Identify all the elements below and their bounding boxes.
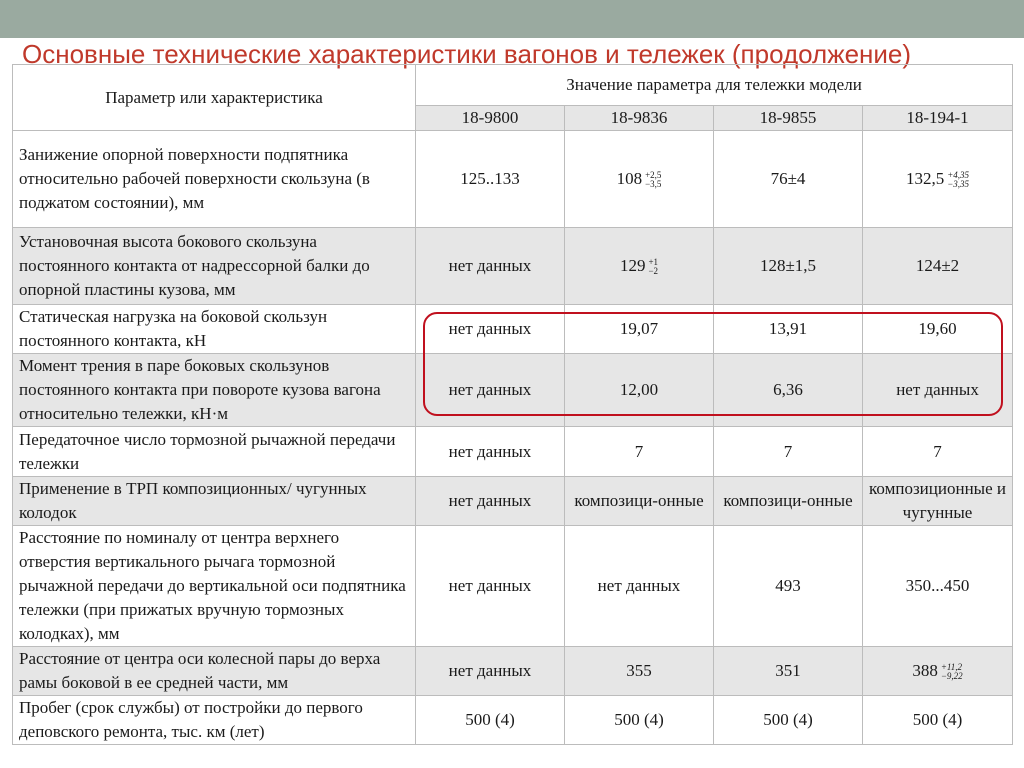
value-main: 108 (616, 169, 643, 188)
param-cell: Пробег (срок службы) от постройки до первого деповского ремонта, тыс. км (лет) (13, 696, 416, 745)
model-header: 18-9855 (714, 106, 863, 131)
value-cell: композиционные и чугунные (863, 477, 1013, 526)
value-cell (565, 131, 714, 228)
value-cell: нет данных (416, 354, 565, 427)
table-row (13, 305, 1013, 354)
tolerance-lower: −9,22 (940, 671, 963, 682)
tolerance-lower: −2 (648, 266, 659, 277)
tolerance-upper: +4,35 (947, 170, 970, 181)
table-row (13, 427, 1013, 477)
value-main: 388 (912, 661, 938, 680)
value-cell: 19,60 (863, 305, 1013, 354)
table-header-row (13, 65, 1013, 106)
value-cell: нет данных (416, 228, 565, 305)
value-cell: 19,07 (565, 305, 714, 354)
tolerance-upper: +2,5 (645, 170, 662, 181)
value-cell: 350...450 (863, 526, 1013, 647)
value-cell: 351 (714, 647, 863, 696)
tolerance (947, 171, 969, 189)
table-row (13, 526, 1013, 647)
value-cell: нет данных (416, 427, 565, 477)
table-row (13, 228, 1013, 305)
model-header: 18-9836 (565, 106, 714, 131)
value-cell: нет данных (416, 647, 565, 696)
param-cell: Расстояние от центра оси колесной пары до верха рамы боковой в ее средней части, мм (13, 647, 416, 696)
top-bar (0, 0, 1024, 38)
value-cell (565, 228, 714, 305)
param-cell: Установочная высота бокового скользуна постоянного контакта от надрессорной балки до опорной пластины кузова, мм (13, 228, 416, 305)
param-cell: Момент трения в паре боковых скользунов постоянного контакта при повороте кузова вагона относительно тележки, кН·м (13, 354, 416, 427)
value-cell: 7 (565, 427, 714, 477)
value-cell: 500 (4) (863, 696, 1013, 745)
value-cell: 7 (714, 427, 863, 477)
value-cell: нет данных (863, 354, 1013, 427)
tolerance (648, 258, 658, 276)
table-row (13, 647, 1013, 696)
value-cell: нет данных (416, 526, 565, 647)
slide-title: Основные технические характеристики вагонов и тележек (продолжение) (22, 39, 912, 69)
value-cell: 500 (4) (416, 696, 565, 745)
value-cell: нет данных (416, 477, 565, 526)
tolerance-upper: +11,2 (940, 662, 962, 673)
param-cell: Расстояние по номиналу от центра верхнего отверстия вертикального рычага тормозной рычажной передачи до вертикальной оси подпятника тележки (при прижатых вручную тормозных колодках), мм (13, 526, 416, 647)
table-row (13, 477, 1013, 526)
value-main: 129 (619, 256, 646, 275)
table-row (13, 696, 1013, 745)
value-cell: композици-онные (565, 477, 714, 526)
value-cell: 355 (565, 647, 714, 696)
value-cell: 493 (714, 526, 863, 647)
tolerance-lower: −3,35 (947, 179, 970, 190)
value-cell: 500 (4) (565, 696, 714, 745)
value-cell: нет данных (416, 305, 565, 354)
table-row (13, 131, 1013, 228)
param-cell: Применение в ТРП композиционных/ чугунных колодок (13, 477, 416, 526)
value-cell: композици-онные (714, 477, 863, 526)
value-cell: 6,36 (714, 354, 863, 427)
value-cell: 13,91 (714, 305, 863, 354)
param-cell: Статическая нагрузка на боковой скользун постоянного контакта, кН (13, 305, 416, 354)
value-cell: 125..133 (416, 131, 565, 228)
param-cell: Передаточное число тормозной рычажной передачи тележки (13, 427, 416, 477)
value-cell: 128±1,5 (714, 228, 863, 305)
model-header: 18-194-1 (863, 106, 1013, 131)
value-column-header: Значение параметра для тележки модели (416, 65, 1013, 106)
value-cell: 124±2 (863, 228, 1013, 305)
value-cell: 12,00 (565, 354, 714, 427)
tolerance (645, 171, 661, 189)
value-cell: нет данных (565, 526, 714, 647)
value-cell: 500 (4) (714, 696, 863, 745)
value-cell (863, 647, 1013, 696)
tolerance (941, 663, 963, 681)
param-cell: Занижение опорной поверхности подпятника относительно рабочей поверхности скользуна (в поджатом состоянии), мм (13, 131, 416, 228)
value-cell: 7 (863, 427, 1013, 477)
value-cell (863, 131, 1013, 228)
value-cell: 76±4 (714, 131, 863, 228)
value-main: 132,5 (905, 169, 945, 188)
table-row (13, 354, 1013, 427)
tolerance-lower: −3,5 (645, 179, 662, 190)
param-column-header: Параметр или характеристика (13, 65, 416, 131)
tolerance-upper: +1 (648, 257, 659, 268)
characteristics-table (12, 64, 1013, 745)
model-header: 18-9800 (416, 106, 565, 131)
